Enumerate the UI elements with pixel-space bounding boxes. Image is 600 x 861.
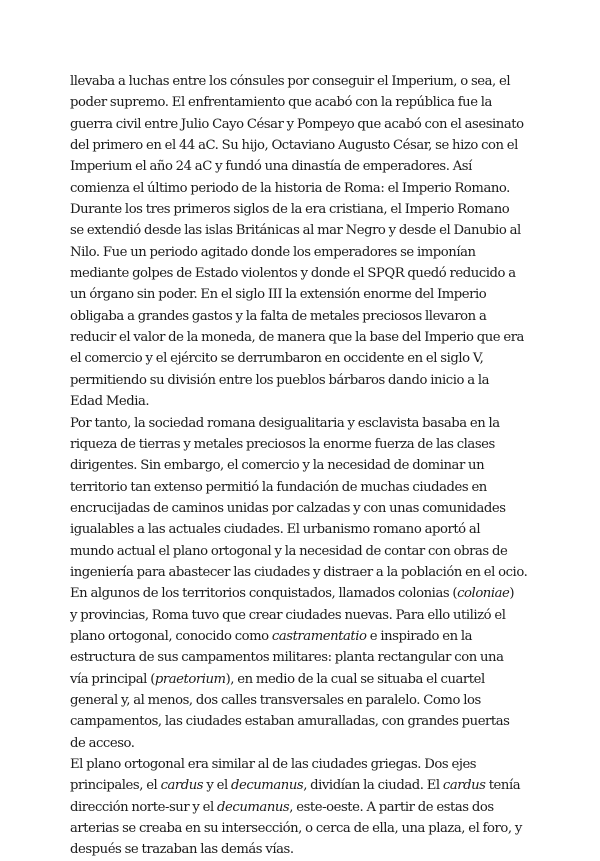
text-run: después se trazaban las demás vías. <box>70 842 294 858</box>
text-run: se extendió desde las islas Británicas al mar Negro y desde el Danubio al <box>70 223 521 239</box>
text-run: llevaba a luchas entre los cónsules por conseguir el Imperium, o sea, el <box>70 74 511 89</box>
text-line <box>70 541 532 562</box>
italic-term: castramentatio <box>271 628 367 644</box>
paragraph-3 <box>70 754 532 861</box>
text-line <box>70 71 532 92</box>
text-line <box>70 839 532 860</box>
text-run: dirección norte-sur y el <box>70 799 218 815</box>
text-run: mediante golpes de Estado violentos y donde el SPQR quedó reducido a <box>70 266 516 282</box>
text-line <box>70 583 532 604</box>
text-run: estructura de sus campamentos militares: planta rectangular con una <box>70 650 504 666</box>
text-run: ) <box>509 586 515 602</box>
text-line <box>70 605 532 626</box>
text-line <box>70 199 532 220</box>
text-run: reducir el valor de la moneda, de manera que la base del Imperio que era <box>70 330 524 346</box>
text-run: Por tanto, la sociedad romana desigualitaria y esclavista basaba en la <box>70 415 500 431</box>
text-run: principales, el <box>70 778 161 794</box>
body-text <box>70 71 532 861</box>
text-line <box>70 156 532 177</box>
text-run: Nilo. Fue un periodo agitado donde los emperadores se imponían <box>70 244 476 260</box>
text-run: y el <box>203 778 231 794</box>
text-line <box>70 797 532 818</box>
italic-term: cardus <box>160 778 204 794</box>
text-line <box>70 775 532 796</box>
text-run: encrucijadas de caminos unidas por calzadas y con unas comunidades <box>70 500 506 516</box>
paragraph-1 <box>70 71 532 413</box>
text-run: general y, al menos, dos calles transversales en paralelo. Como los <box>70 692 481 708</box>
text-run: Edad Media. <box>70 394 150 410</box>
text-line <box>70 284 532 305</box>
text-line <box>70 306 532 327</box>
text-line <box>70 711 532 732</box>
text-line <box>70 754 532 775</box>
text-line <box>70 455 532 476</box>
text-line <box>70 498 532 519</box>
text-line <box>70 818 532 839</box>
text-run: Durante los tres primeros siglos de la era cristiana, el Imperio Romano <box>70 202 510 218</box>
text-line <box>70 690 532 711</box>
text-run: mundo actual el plano ortogonal y la necesidad de contar con obras de <box>70 543 508 559</box>
italic-term: decumanus <box>217 799 290 815</box>
italic-term: cardus <box>442 778 486 794</box>
text-line <box>70 647 532 668</box>
text-run: un órgano sin poder. En el siglo III la extensión enorme del Imperio <box>70 287 487 303</box>
text-run: ingeniería para abastecer las ciudades y distraer a la población en el ocio. <box>70 564 528 580</box>
italic-term: coloniae <box>457 586 510 602</box>
text-line <box>70 519 532 540</box>
text-run: plano ortogonal, conocido como <box>70 628 272 644</box>
paragraph-2 <box>70 413 532 755</box>
text-run: , este-oeste. A partir de estas dos <box>289 799 494 815</box>
text-run: guerra civil entre Julio Cayo César y Pompeyo que acabó con el asesinato <box>70 116 524 132</box>
text-run: En algunos de los territorios conquistados, llamados colonias ( <box>70 586 458 602</box>
text-line <box>70 626 532 647</box>
text-run: e inspirado en la <box>366 628 473 644</box>
text-line <box>70 413 532 434</box>
italic-term: decumanus <box>230 778 304 794</box>
text-run: dirigentes. Sin embargo, el comercio y la necesidad de dominar un <box>70 458 485 474</box>
text-run: poder supremo. El enfrentamiento que acabó con la república fue la <box>70 95 492 111</box>
text-run: de acceso. <box>70 735 135 751</box>
text-run: obligaba a grandes gastos y la falta de metales preciosos llevaron a <box>70 308 487 324</box>
text-line <box>70 434 532 455</box>
text-line <box>70 114 532 135</box>
italic-term: praetorium <box>154 671 226 687</box>
text-line <box>70 92 532 113</box>
text-run: comienza el último periodo de la historia de Roma: el Imperio Romano. <box>70 180 510 196</box>
text-line <box>70 327 532 348</box>
text-line <box>70 370 532 391</box>
text-line <box>70 242 532 263</box>
text-line <box>70 391 532 412</box>
text-run: riqueza de tierras y metales preciosos la enorme fuerza de las clases <box>70 436 495 452</box>
text-line <box>70 348 532 369</box>
text-run: y provincias, Roma tuvo que crear ciudades nuevas. Para ello utilizó el <box>70 607 506 623</box>
text-run: campamentos, las ciudades estaban amuralladas, con grandes puertas <box>70 714 510 730</box>
text-line <box>70 669 532 690</box>
text-run: tenía <box>485 778 521 794</box>
text-line <box>70 562 532 583</box>
text-run: permitiendo su división entre los pueblos bárbaros dando inicio a la <box>70 372 490 388</box>
text-run: arterias se creaba en su intersección, o cerca de ella, una plaza, el foro, y <box>70 821 522 837</box>
text-run: El plano ortogonal era similar al de las ciudades griegas. Dos ejes <box>70 757 477 772</box>
text-run: Imperium el año 24 aC y fundó una dinastía de emperadores. Así <box>70 159 472 175</box>
text-run: ), en medio de la cual se situaba el cuartel <box>225 671 485 687</box>
text-line <box>70 178 532 199</box>
text-run: el comercio y el ejército se derrumbaron en occidente en el siglo V, <box>70 351 484 367</box>
text-line <box>70 220 532 241</box>
text-run: igualables a las actuales ciudades. El urbanismo romano aportó al <box>70 522 481 538</box>
text-run: del primero en el 44 aC. Su hijo, Octaviano Augusto César, se hizo con el <box>70 138 518 154</box>
text-run: territorio tan extenso permitió la fundación de muchas ciudades en <box>70 479 487 495</box>
text-run: vía principal ( <box>70 671 155 687</box>
text-line <box>70 135 532 156</box>
text-line <box>70 263 532 284</box>
text-run: , dividían la ciudad. El <box>303 778 443 794</box>
text-line <box>70 733 532 754</box>
text-line <box>70 477 532 498</box>
